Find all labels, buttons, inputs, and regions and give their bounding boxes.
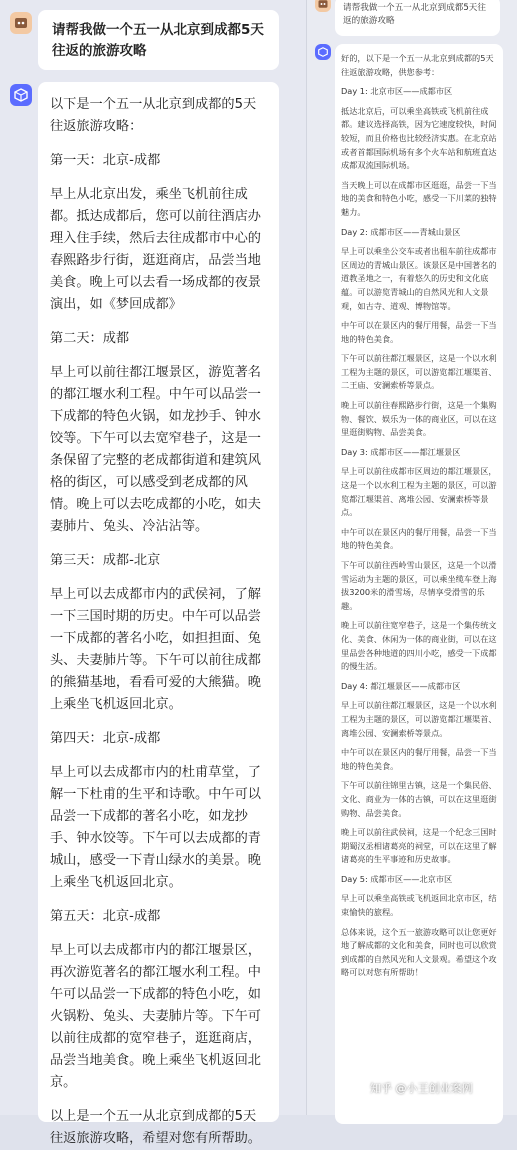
answer-closing: 总体来说，这个五一旅游攻略可以让您更好地了解成都的文化和美食，同时也可以欣赏到成都的自然风光和人文景观。希望这个攻略可以对您有所帮助！ bbox=[341, 926, 497, 978]
day1-evening: 当天晚上可以在成都市区逛逛，品尝一下当地的美食和特色小吃，感受一下川菜的独特魅力。 bbox=[341, 179, 497, 217]
day5-body: 早上可以去成都市内的都江堰景区，再次游览著名的都江堰水利工程。中午可以品尝一下成都的特色小吃，如火锅粉、兔头、夫妻肺片等。下午可以前往成都的宽窄巷子，逛逛商店，品尝当地美食。晚上乘坐飞机返回北京。 bbox=[50, 943, 261, 1090]
zhihu-watermark: 知乎 @小王创业案例 bbox=[370, 1082, 473, 1095]
assistant-avatar bbox=[315, 44, 331, 60]
day2-heading: Day 2: 成都市区——青城山景区 bbox=[341, 226, 461, 237]
assistant-answer-bubble bbox=[335, 44, 503, 1124]
day4-heading: Day 4: 都江堰景区——成都市区 bbox=[341, 680, 461, 691]
day2-noon: 中午可以在景区内的餐厅用餐，品尝一下当地的特色美食。 bbox=[341, 320, 497, 344]
user-avatar bbox=[315, 0, 331, 12]
day4-heading: 第四天：北京-成都 bbox=[50, 731, 161, 746]
day4-evening: 晚上可以前往武侯祠，这是一个纪念三国时期蜀汉丞相诸葛亮的祠堂，可以在这里了解诸葛亮的生平事迹和历史故事。 bbox=[341, 827, 497, 865]
day1-transport: 抵达北京后，可以乘坐高铁或飞机前往成都。建议选择高铁，因为它速度较快，时间较短，而且价格也比较经济实惠。在北京站或者首都国际机场有多个火车站和航班直达成都双流国际机场。 bbox=[341, 105, 497, 171]
day3-body: 早上可以去成都市内的武侯祠，了解一下三国时期的历史。中午可以品尝一下成都的著名小吃，如担担面、兔头、夫妻肺片等。下午可以前往成都的熊猫基地，看看可爱的大熊猫。晚上乘坐飞机返回北京。 bbox=[50, 587, 261, 712]
day2-morning: 早上可以乘坐公交车或者出租车前往成都市区周边的青城山景区。该景区是中国著名的道教圣地之一，有着悠久的历史和文化底蕴。可以游览青城山的自然风光和人文景观，如古寺、道观、博物馆等。 bbox=[341, 246, 497, 311]
day1-heading: 第一天：北京-成都 bbox=[50, 153, 161, 168]
day3-noon: 中午可以在景区内的餐厅用餐，品尝一下当地的特色美食。 bbox=[341, 526, 497, 551]
day2-evening: 晚上可以前往春熙路步行街，这是一个集购物、餐饮、娱乐为一体的商业区，可以在这里逛街购物、品尝美食。 bbox=[341, 400, 497, 438]
day3-afternoon: 下午可以前往西岭雪山景区，这是一个以滑雪运动为主题的景区，可以乘坐缆车登上海拔3200米的滑雪场，尽情享受滑雪的乐趣。 bbox=[341, 560, 497, 611]
day3-heading: 第三天：成都-北京 bbox=[50, 553, 161, 568]
assistant-avatar bbox=[10, 84, 32, 106]
day3-morning: 早上可以前往成都市区周边的都江堰景区，这是一个以水利工程为主题的景区，可以游览都江堰渠首、离堆公园、安澜索桥等景点。 bbox=[341, 466, 497, 518]
day4-afternoon: 下午可以前往锦里古镇，这是一个集民俗、文化、商业为一体的古镇，可以在这里逛街购物、品尝美食。 bbox=[341, 780, 497, 818]
day4-noon: 中午可以在景区内的餐厅用餐，品尝一下当地的特色美食。 bbox=[341, 747, 497, 771]
cube-icon bbox=[318, 47, 328, 57]
cube-icon bbox=[14, 88, 28, 102]
user-face-icon bbox=[317, 0, 329, 10]
user-question-text: 请帮我做一个五一从北京到成都5天往返的旅游攻略 bbox=[52, 22, 264, 59]
user-avatar bbox=[10, 12, 32, 34]
day4-body: 早上可以去成都市内的杜甫草堂，了解一下杜甫的生平和诗歌。中午可以品尝一下成都的著名小吃，如龙抄手、钟水饺等。下午可以去成都的青城山，感受一下青山绿水的美景。晚上乘坐飞机返回北京。 bbox=[50, 765, 261, 890]
right-conversation-pane[interactable] bbox=[306, 0, 517, 1115]
assistant-answer-bubble bbox=[38, 82, 279, 1146]
day1-body: 早上从北京出发，乘坐飞机前往成都。抵达成都后，您可以前往酒店办理入住手续，然后去往成都市中心的春熙路步行街，逛逛商店，品尝当地美食。晚上可以去看一场成都的夜景演出，如《梦回成都》 bbox=[50, 187, 261, 312]
user-face-icon bbox=[13, 15, 29, 31]
answer-intro: 好的，以下是一个五一从北京到成都的5天往返旅游攻略，供您参考： bbox=[341, 53, 494, 77]
day3-heading: Day 3: 成都市区——都江堰景区 bbox=[341, 446, 461, 457]
user-question-bubble bbox=[38, 10, 279, 70]
day2-heading: 第二天：成都 bbox=[50, 331, 130, 346]
day1-heading: Day 1: 北京市区——成都市区 bbox=[341, 86, 453, 97]
answer-intro: 以下是一个五一从北京到成都的5天往返旅游攻略： bbox=[50, 97, 257, 134]
day3-evening: 晚上可以前往宽窄巷子，这是一个集传统文化、美食、休闲为一体的商业街，可以在这里品尝各种地道的四川小吃，感受一下成都的慢生活。 bbox=[341, 620, 497, 672]
day5-heading: Day 5: 成都市区——北京市区 bbox=[341, 873, 453, 884]
day5-heading: 第五天：北京-成都 bbox=[50, 909, 161, 924]
user-question-text: 请帮我做一个五一从北京到成都5天往返的旅游攻略 bbox=[343, 3, 486, 26]
day2-afternoon: 下午可以前往都江堰景区，这是一个以水利工程为主题的景区，可以游览都江堰渠首、二王庙、安澜索桥等景点。 bbox=[341, 353, 497, 391]
answer-closing: 以上是一个五一从北京到成都的5天往返旅游攻略，希望对您有所帮助。 bbox=[50, 1109, 261, 1146]
day2-body: 早上可以前往都江堰景区，游览著名的都江堰水利工程。中午可以品尝一下成都的特色火锅，如龙抄手、钟水饺等。下午可以去宽窄巷子，这是一条保留了完整的老成都街道和建筑风格的街区，可以感受到老成都的风情。晚上可以去吃成都的小吃，如夫妻肺片、兔头、冷沾沾等。 bbox=[50, 365, 261, 534]
day5-morning: 早上可以乘坐高铁或飞机返回北京市区，结束愉快的旅程。 bbox=[341, 893, 497, 918]
day4-morning: 早上可以前往都江堰景区，这是一个以水利工程为主题的景区，可以游览都江堰渠首、离堆公园、安澜索桥等景点。 bbox=[341, 700, 497, 738]
user-question-bubble bbox=[335, 0, 500, 36]
